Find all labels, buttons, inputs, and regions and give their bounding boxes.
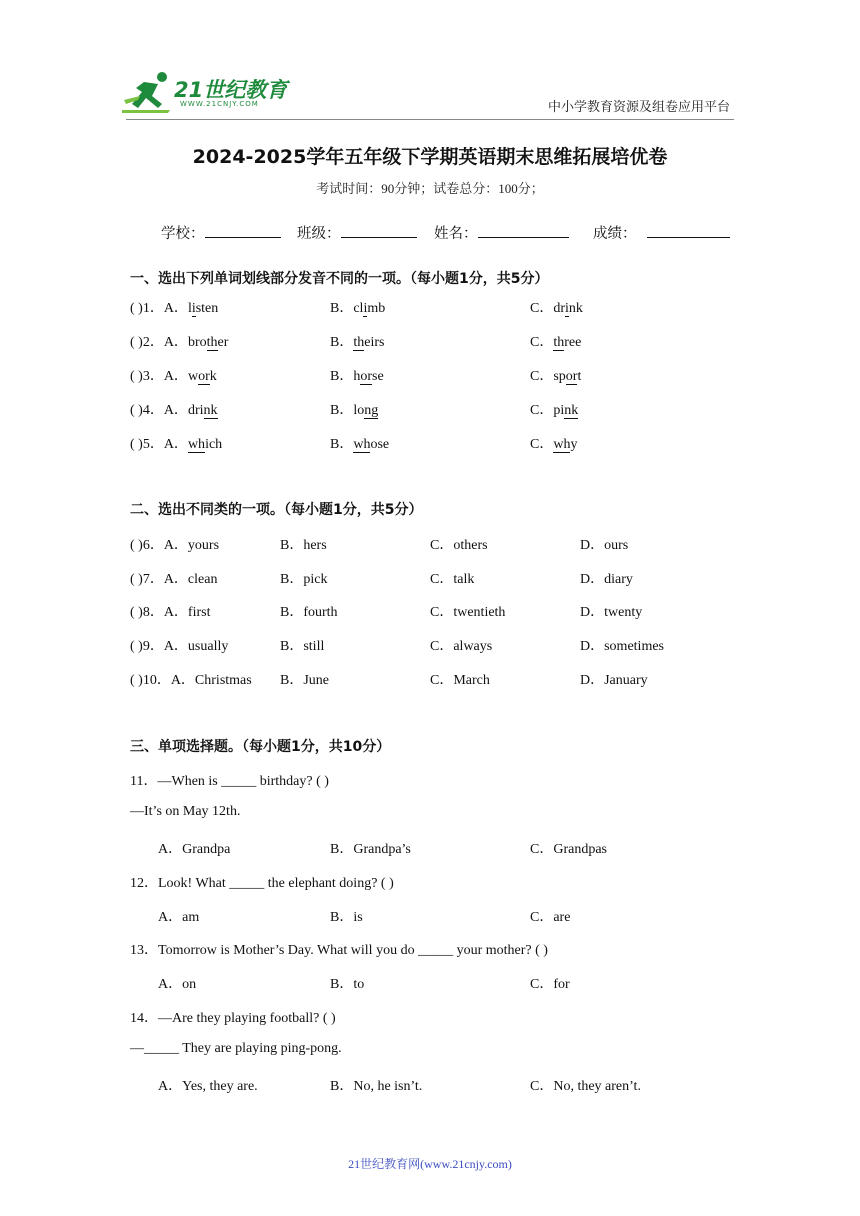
- word-segment: sten: [195, 301, 219, 316]
- q2-option-b[interactable]: [330, 331, 384, 351]
- q4-option-a[interactable]: [130, 399, 218, 419]
- underlined-segment: i: [565, 301, 569, 316]
- word-segment: sp: [553, 369, 566, 384]
- q11-option-b[interactable]: B．Grandpa’s: [330, 842, 411, 857]
- underlined-segment: wh: [553, 437, 571, 452]
- option-label: ( )3．A．: [130, 369, 188, 384]
- q5-option-a[interactable]: [130, 433, 222, 453]
- option-label: B．: [330, 403, 354, 418]
- q6-option-a[interactable]: ( )6．A．yours: [130, 538, 220, 553]
- underlined-segment: i: [363, 301, 368, 316]
- q11-option-a[interactable]: A．Grandpa: [158, 842, 231, 857]
- underlined-segment: i: [191, 301, 196, 316]
- q12-option-c[interactable]: C．are: [530, 910, 571, 925]
- name-label: 姓名：: [434, 226, 478, 242]
- class-label: 班级：: [297, 226, 341, 242]
- word-segment: ree: [564, 335, 582, 350]
- question-11-answer: —It’s on May 12th.: [130, 804, 241, 819]
- word-segment: w: [187, 369, 199, 384]
- q10-option-a[interactable]: ( )10．A．Christmas: [130, 673, 252, 688]
- word-segment: bro: [187, 335, 207, 350]
- q8-option-c[interactable]: C．twentieth: [430, 605, 506, 620]
- word-segment: dr: [553, 301, 566, 316]
- q11-option-c[interactable]: C．Grandpas: [530, 842, 607, 857]
- option-label: B．: [330, 437, 354, 452]
- q4-option-c[interactable]: [530, 399, 578, 419]
- underlined-segment: ng: [364, 403, 379, 418]
- option-label: ( )4．A．: [130, 403, 188, 418]
- question-12: 12．Look! What _____ the elephant doing? ( ): [130, 876, 394, 891]
- q3-option-b[interactable]: [330, 365, 384, 385]
- paper-title: 2024-2025学年五年级下学期英语期末思维拓展培优卷: [192, 146, 668, 168]
- q8-option-d[interactable]: D．twenty: [580, 605, 643, 620]
- q7-option-d[interactable]: D．diary: [580, 572, 633, 587]
- word-segment: cl: [353, 301, 364, 316]
- q5-option-b[interactable]: [330, 433, 389, 453]
- platform-label: 中小学教育资源及组卷应用平台: [547, 100, 730, 115]
- header-divider: [126, 119, 734, 120]
- runner-logo-icon: [122, 70, 178, 114]
- q9-option-d[interactable]: D．sometimes: [580, 639, 664, 654]
- word-segment: ose: [370, 437, 390, 452]
- option-label: ( )2．A．: [130, 335, 188, 350]
- class-field[interactable]: [297, 222, 417, 243]
- q14-option-a[interactable]: A．Yes, they are.: [158, 1079, 258, 1094]
- score-field[interactable]: [593, 222, 730, 243]
- option-label: B．: [330, 369, 354, 384]
- q1-option-a[interactable]: [130, 297, 218, 317]
- question-11: 11．—When is _____ birthday? ( ): [130, 774, 329, 789]
- underlined-segment: th: [353, 335, 365, 350]
- q3-option-c[interactable]: [530, 365, 581, 385]
- footer-text: 21世纪教育网(www.21cnjy.com): [348, 1157, 512, 1171]
- q7-option-c[interactable]: C．talk: [430, 572, 475, 587]
- q7-option-b[interactable]: B．pick: [280, 572, 328, 587]
- underlined-segment: th: [206, 335, 218, 350]
- option-label: B．: [330, 335, 354, 350]
- q9-option-b[interactable]: B．still: [280, 639, 325, 654]
- word-segment: h: [353, 369, 361, 384]
- q10-option-c[interactable]: C．March: [430, 673, 490, 688]
- option-label: C．: [530, 301, 554, 316]
- q14-option-b[interactable]: B．No, he isn’t.: [330, 1079, 423, 1094]
- section3-heading: 三、单项选择题。（每小题1分，共10分）: [130, 739, 391, 755]
- logo: [122, 70, 292, 114]
- section2-heading: 二、选出不同类的一项。（每小题1分，共5分）: [130, 502, 423, 518]
- logo-subtext: WWW.21CNJY.COM: [180, 100, 259, 108]
- word-segment: l: [187, 301, 192, 316]
- section1-heading: 一、选出下列单词划线部分发音不同的一项。（每小题1分，共5分）: [130, 271, 549, 287]
- word-segment: er: [217, 335, 229, 350]
- underlined-segment: nk: [203, 403, 218, 418]
- option-label: C．: [530, 403, 554, 418]
- q13-option-c[interactable]: C．for: [530, 977, 570, 992]
- word-segment: dri: [187, 403, 204, 418]
- option-label: ( )1．A．: [130, 301, 188, 316]
- option-label: C．: [530, 335, 554, 350]
- q2-option-c[interactable]: [530, 331, 581, 351]
- q8-option-a[interactable]: ( )8．A．first: [130, 605, 211, 620]
- underlined-segment: wh: [187, 437, 206, 452]
- question-14-answer: —_____ They are playing ping-pong.: [130, 1041, 342, 1056]
- question-13: 13．Tomorrow is Mother’s Day. What will you do _____ your mother? ( ): [130, 943, 548, 958]
- word-segment: nk: [568, 301, 583, 316]
- q5-option-c[interactable]: [530, 433, 577, 453]
- q1-option-c[interactable]: [530, 297, 583, 317]
- q7-option-a[interactable]: ( )7．A．clean: [130, 572, 218, 587]
- q6-option-b[interactable]: B．hers: [280, 538, 327, 553]
- underlined-segment: or: [360, 369, 373, 384]
- q13-option-b[interactable]: B．to: [330, 977, 365, 992]
- underlined-segment: nk: [564, 403, 579, 418]
- school-label: 学校：: [161, 226, 205, 242]
- word-segment: t: [577, 369, 582, 384]
- logo-text: 21世纪教育: [174, 78, 288, 102]
- q6-option-c[interactable]: C．others: [430, 538, 488, 553]
- word-segment: lo: [353, 403, 365, 418]
- option-label: C．: [530, 369, 554, 384]
- q4-option-b[interactable]: [330, 399, 378, 419]
- underlined-segment: th: [553, 335, 565, 350]
- word-segment: k: [209, 369, 217, 384]
- school-field[interactable]: [161, 222, 281, 243]
- underlined-segment: or: [565, 369, 578, 384]
- q10-option-b[interactable]: B．June: [280, 673, 329, 688]
- word-segment: pi: [553, 403, 565, 418]
- word-segment: se: [372, 369, 384, 384]
- q8-option-b[interactable]: B．fourth: [280, 605, 338, 620]
- word-segment: eirs: [364, 335, 385, 350]
- q10-option-d[interactable]: D．January: [580, 673, 648, 688]
- question-14: 14．—Are they playing football? ( ): [130, 1011, 336, 1026]
- q9-option-c[interactable]: C．always: [430, 639, 493, 654]
- word-segment: mb: [367, 301, 386, 316]
- word-segment: ich: [205, 437, 223, 452]
- q3-option-a[interactable]: [130, 365, 217, 385]
- option-label: B．: [330, 301, 354, 316]
- q9-option-a[interactable]: ( )9．A．usually: [130, 639, 229, 654]
- q14-option-c[interactable]: C．No, they aren’t.: [530, 1079, 641, 1094]
- q12-option-a[interactable]: A．am: [158, 910, 200, 925]
- score-label: 成绩：: [593, 226, 637, 242]
- word-segment: y: [570, 437, 578, 452]
- option-label: ( )5．A．: [130, 437, 188, 452]
- q1-option-b[interactable]: [330, 297, 385, 317]
- q12-option-b[interactable]: B．is: [330, 910, 363, 925]
- option-label: C．: [530, 437, 554, 452]
- q2-option-a[interactable]: [130, 331, 228, 351]
- paper-subtitle: 考试时间：90分钟；试卷总分：100分；: [316, 181, 544, 196]
- q6-option-d[interactable]: D．ours: [580, 538, 629, 553]
- underlined-segment: wh: [353, 437, 371, 452]
- name-field[interactable]: [434, 222, 569, 243]
- underlined-segment: or: [198, 369, 210, 384]
- q13-option-a[interactable]: A．on: [158, 977, 197, 992]
